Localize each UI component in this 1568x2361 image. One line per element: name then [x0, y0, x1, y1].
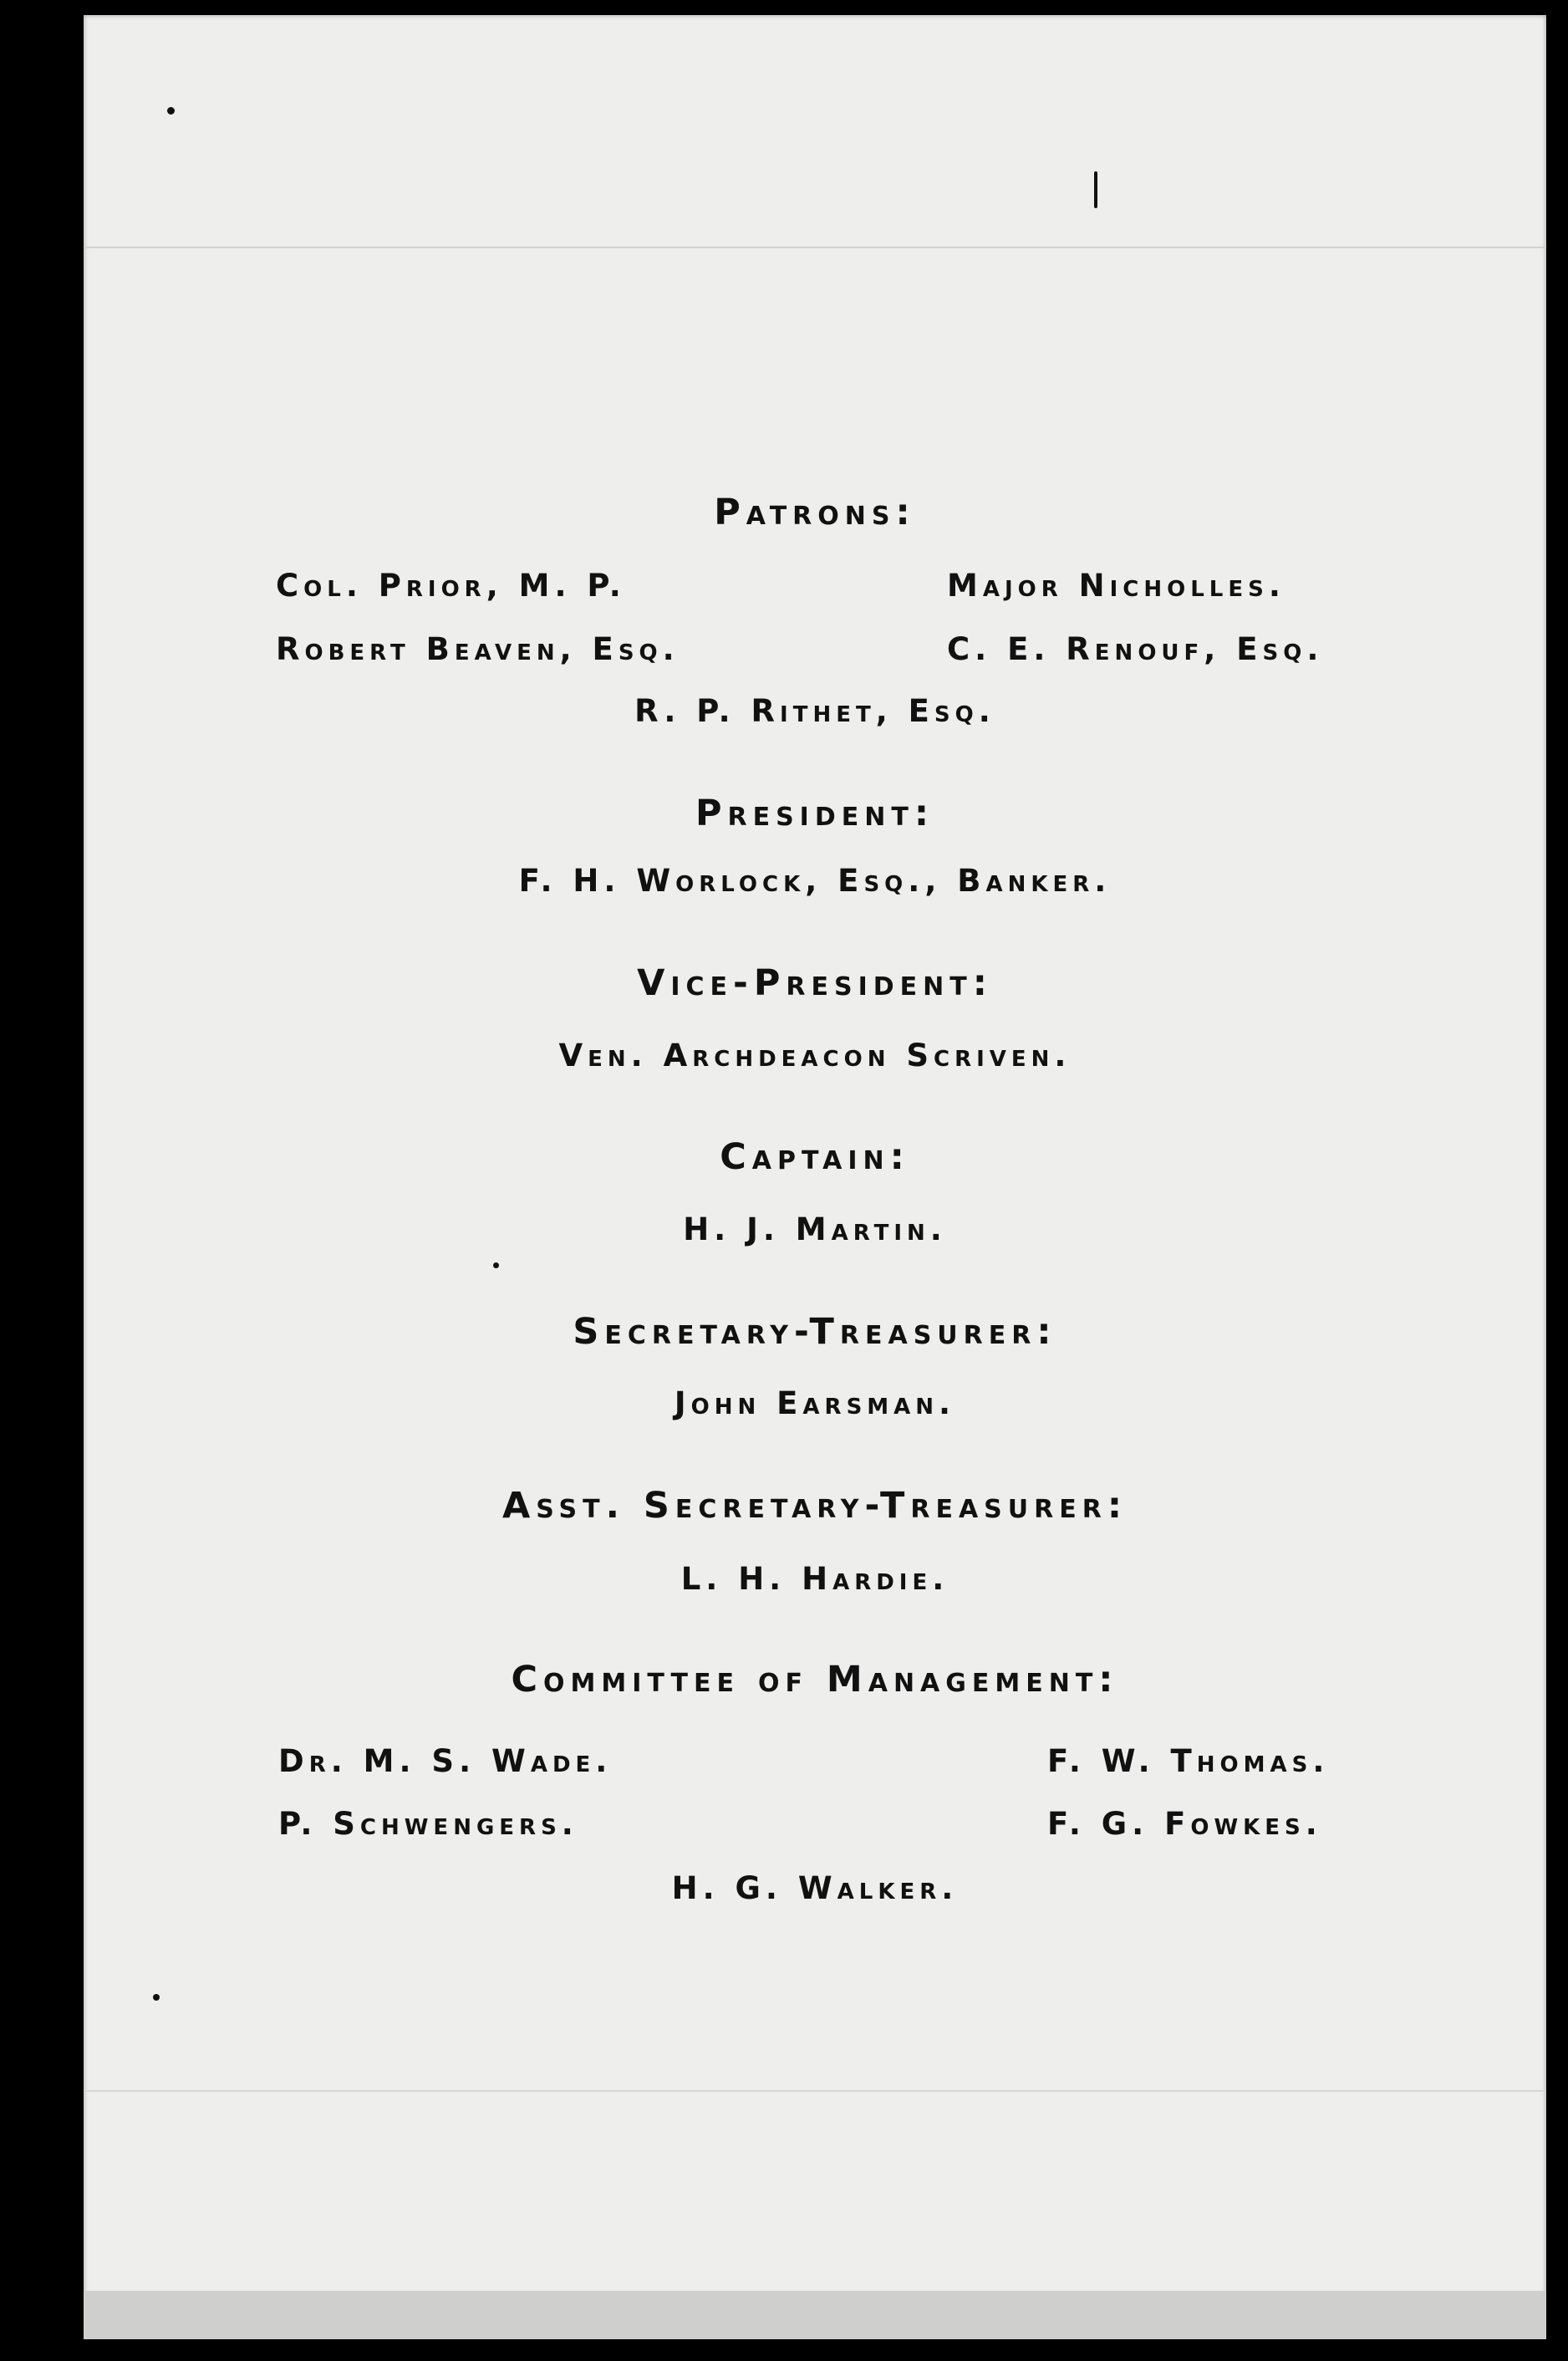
committee-member: P. Schwengers.: [278, 1806, 578, 1842]
president-heading: President:: [695, 793, 935, 834]
committee-member: F. W. Thomas.: [1047, 1743, 1330, 1779]
captain-heading: Captain:: [720, 1136, 910, 1178]
patrons-heading: Patrons:: [714, 492, 916, 533]
ink-speck: [493, 1262, 499, 1268]
committee-member: H. G. Walker.: [671, 1870, 959, 1906]
president-name: F. H. Worlock, Esq., Banker.: [518, 863, 1112, 899]
captain-name: H. J. Martin.: [683, 1211, 947, 1247]
patron-name: R. P. Rithet, Esq.: [634, 693, 995, 729]
patron-name: C. E. Renouf, Esq.: [947, 631, 1324, 667]
paper-fold-line: [84, 2090, 1546, 2092]
vice-president-name: Ven. Archdeacon Scriven.: [558, 1038, 1072, 1073]
ink-speck: [1094, 171, 1097, 208]
patron-name: Col. Prior, M. P.: [276, 568, 626, 604]
secretary-treasurer-heading: Secretary-Treasurer:: [573, 1311, 1057, 1353]
patron-name: Major Nicholles.: [947, 568, 1285, 604]
committee-member: F. G. Fowkes.: [1047, 1806, 1322, 1842]
paper-edge-shadow: [84, 2291, 1546, 2339]
committee-member: Dr. M. S. Wade.: [278, 1743, 613, 1779]
committee-heading: Committee of Management:: [511, 1659, 1119, 1701]
secretary-treasurer-name: John Earsman.: [674, 1385, 956, 1421]
patron-name: Robert Beaven, Esq.: [276, 631, 680, 667]
asst-secretary-treasurer-name: L. H. Hardie.: [680, 1561, 949, 1597]
paper-fold-line: [84, 247, 1546, 248]
ink-speck: [167, 107, 175, 115]
ink-speck: [153, 1994, 160, 2001]
vice-president-heading: Vice-President:: [637, 962, 993, 1004]
asst-secretary-treasurer-heading: Asst. Secretary-Treasurer:: [501, 1485, 1128, 1527]
